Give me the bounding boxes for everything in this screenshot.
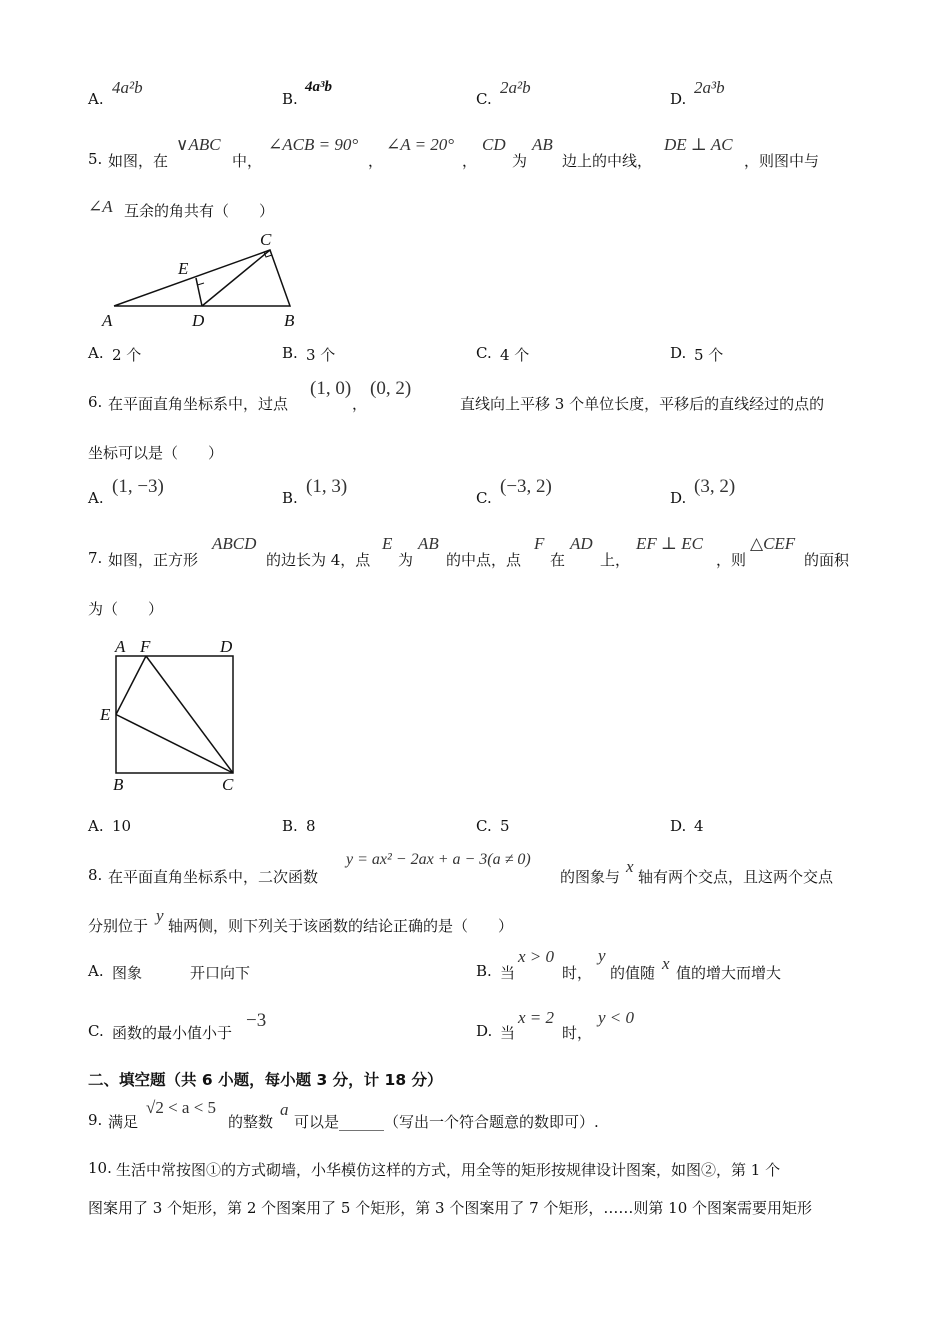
math-expr: x > 0 xyxy=(518,947,555,966)
option-text: 时， xyxy=(562,964,593,982)
section-heading: 二、填空题（共 6 小题，每小题 3 分，计 18 分） xyxy=(88,1071,443,1089)
question-text: 可以是______（写出一个符合题意的数即可）. xyxy=(294,1113,599,1131)
option-label: A. xyxy=(88,489,104,507)
option-text: 5 xyxy=(500,817,510,835)
option-text: 当 xyxy=(500,964,516,982)
option-label: B. xyxy=(282,90,298,108)
point-label-b: B xyxy=(284,311,295,330)
question-text: 的边长为 4，点 xyxy=(266,551,371,569)
question-text: 轴两侧，则下列关于该函数的结论正确的是（ ） xyxy=(168,917,514,935)
median-cd xyxy=(202,250,270,306)
option-label: B. xyxy=(282,344,298,362)
question-text: 互余的角共有（ ） xyxy=(124,202,275,220)
point-label-c: C xyxy=(260,230,272,249)
math-expr: ABCD xyxy=(212,534,257,553)
option-label: A. xyxy=(88,817,104,835)
segment-ef xyxy=(116,656,146,715)
math-expr: △CEF xyxy=(750,534,796,553)
question-number: 5. xyxy=(88,150,103,168)
math-expr: y < 0 xyxy=(598,1008,635,1027)
option-text: 4 个 xyxy=(500,346,530,364)
question-text: 如图，正方形 xyxy=(108,551,199,569)
question-text: ， xyxy=(462,152,478,170)
point-label-e: E xyxy=(100,705,111,724)
option-text: 2 个 xyxy=(112,346,142,364)
math-expr: −3 xyxy=(246,1010,267,1031)
question-text: 分别位于 xyxy=(88,917,149,935)
segment-ec xyxy=(116,715,233,774)
math-expr: y xyxy=(598,946,606,965)
option-label: C. xyxy=(88,1022,104,1040)
question-text: 边上的中线， xyxy=(562,152,653,170)
point-label-a: A xyxy=(115,637,126,656)
math-expr: (0, 2) xyxy=(370,378,412,399)
option-label: B. xyxy=(282,817,298,835)
math-expr: AD xyxy=(570,534,593,553)
point-label-f: F xyxy=(140,637,151,656)
question-text: 的面积 xyxy=(804,551,850,569)
question-text: 如图，在 xyxy=(108,152,169,170)
option-text: 开口向下 xyxy=(190,964,251,982)
question-text: 在 xyxy=(550,551,566,569)
question-text: 在平面直角坐标系中，二次函数 xyxy=(108,868,319,886)
q5-triangle-figure xyxy=(96,228,316,332)
option-label: B. xyxy=(282,489,298,507)
math-expr: (1, 0) xyxy=(310,378,352,399)
option-text: 的值随 xyxy=(610,964,656,982)
math-expr: AB xyxy=(418,534,439,553)
math-expr: x xyxy=(662,954,670,973)
option-expr: 4a³b xyxy=(305,79,332,95)
option-label: D. xyxy=(476,1022,493,1040)
option-text: 3 个 xyxy=(306,346,336,364)
question-text: 的整数 xyxy=(228,1113,274,1131)
right-angle-mark-e xyxy=(196,278,204,285)
question-text: ， xyxy=(352,395,368,413)
option-label: C. xyxy=(476,344,492,362)
question-text: 生活中常按图①的方式砌墙，小华模仿这样的方式，用全等的矩形按规律设计图案，如图②，第 1 个 xyxy=(116,1161,781,1179)
question-text: 在平面直角坐标系中，过点 xyxy=(108,395,289,413)
math-expr: EF ⊥ EC xyxy=(636,534,703,553)
question-text: ， xyxy=(368,152,384,170)
question-text: ，则图中与 xyxy=(744,152,820,170)
segment-fc xyxy=(146,656,233,773)
option-text: 时， xyxy=(562,1024,593,1042)
math-expr: ∠A xyxy=(88,197,113,216)
q7-square-figure xyxy=(96,636,246,796)
math-expr: ∠A = 20° xyxy=(386,135,455,154)
option-text: 值的增大而增大 xyxy=(676,964,782,982)
math-expr: √2 < a < 5 xyxy=(146,1098,217,1117)
square-abcd xyxy=(116,656,233,773)
question-text: 为（ ） xyxy=(88,600,164,618)
option-label: A. xyxy=(88,90,104,108)
point-label-b: B xyxy=(113,775,124,794)
option-label: A. xyxy=(88,962,104,980)
point-label-e: E xyxy=(178,259,189,278)
option-text: 10 xyxy=(112,817,132,835)
math-expr: F xyxy=(534,534,545,553)
question-text: 轴有两个交点，且这两个交点 xyxy=(638,868,834,886)
option-label: C. xyxy=(476,817,492,835)
option-text: 函数的最小值小于 xyxy=(112,1024,233,1042)
option-label: A. xyxy=(88,344,104,362)
point-label-c: C xyxy=(222,775,234,794)
math-expr: y xyxy=(156,906,164,925)
option-expr: 4a²b xyxy=(112,78,143,97)
math-expr: x xyxy=(626,857,634,876)
option-text: 8 xyxy=(306,817,316,835)
point-label-d: D xyxy=(220,637,233,656)
question-text: 为 xyxy=(398,551,414,569)
question-text: 图案用了 3 个矩形，第 2 个图案用了 5 个矩形，第 3 个图案用了 7 个矩形，……则第 10 个图案需要用矩形 xyxy=(88,1199,813,1217)
question-number: 7. xyxy=(88,549,103,567)
question-number: 10. xyxy=(88,1159,112,1177)
point-label-a: A xyxy=(102,311,113,330)
math-expr: CD xyxy=(482,135,506,154)
option-label: B. xyxy=(476,962,492,980)
option-expr: (1, 3) xyxy=(306,476,348,497)
option-label: D. xyxy=(670,489,687,507)
math-expr: ∠ACB = 90° xyxy=(268,135,359,154)
option-expr: 2a³b xyxy=(694,78,725,97)
option-text: 图象 xyxy=(112,964,143,982)
math-expr: a xyxy=(280,1100,289,1119)
option-label: D. xyxy=(670,90,687,108)
option-label: C. xyxy=(476,90,492,108)
question-text: 上， xyxy=(600,551,631,569)
option-text: 当 xyxy=(500,1024,516,1042)
option-expr: (1, −3) xyxy=(112,476,164,497)
question-number: 9. xyxy=(88,1111,103,1129)
question-text: 中， xyxy=(232,152,263,170)
option-expr: (3, 2) xyxy=(694,476,736,497)
question-number: 8. xyxy=(88,866,103,884)
question-text: 的中点，点 xyxy=(446,551,522,569)
question-text: ，则 xyxy=(716,551,747,569)
option-text: 5 个 xyxy=(694,346,724,364)
question-text: 坐标可以是（ ） xyxy=(88,444,224,462)
math-expr: ∨ABC xyxy=(176,135,221,154)
question-text: 直线向上平移 3 个单位长度，平移后的直线经过的点的 xyxy=(460,395,825,413)
question-number: 6. xyxy=(88,393,103,411)
math-expr: x = 2 xyxy=(518,1008,555,1027)
triangle-abc xyxy=(114,250,290,306)
question-text: 为 xyxy=(512,152,528,170)
question-text: 满足 xyxy=(108,1113,139,1131)
math-expr: DE ⊥ AC xyxy=(664,135,733,154)
question-text: 的图象与 xyxy=(560,868,621,886)
option-label: D. xyxy=(670,344,687,362)
option-text: 4 xyxy=(694,817,704,835)
option-label: C. xyxy=(476,489,492,507)
point-label-d: D xyxy=(192,311,205,330)
math-expr: y = ax² − 2ax + a − 3(a ≠ 0) xyxy=(346,851,531,868)
option-label: D. xyxy=(670,817,687,835)
option-expr: (−3, 2) xyxy=(500,476,552,497)
math-expr: E xyxy=(382,534,393,553)
math-expr: AB xyxy=(532,135,553,154)
option-expr: 2a²b xyxy=(500,78,531,97)
